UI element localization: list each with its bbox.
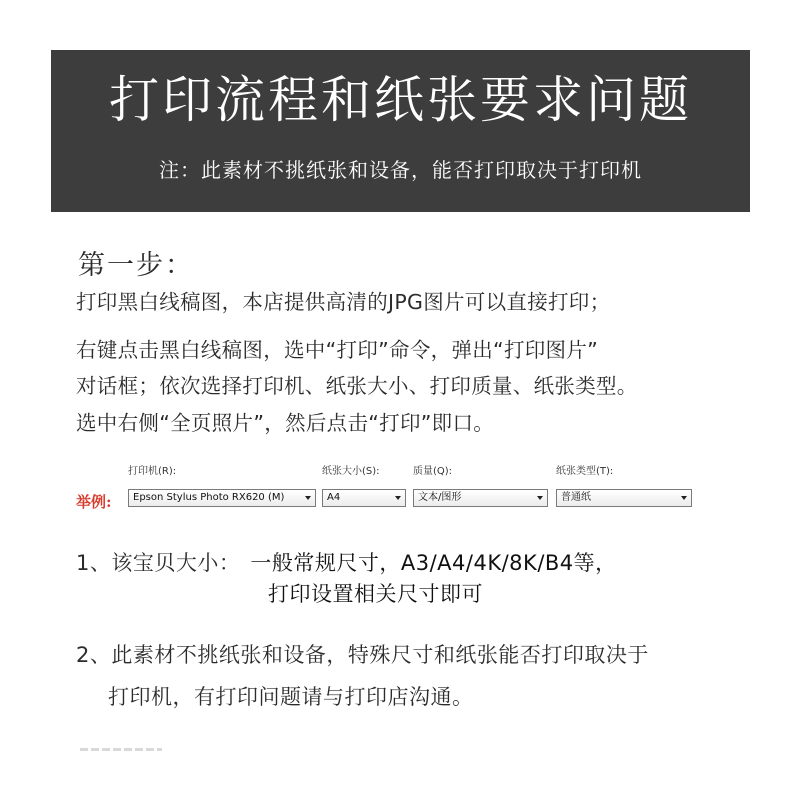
- step1-heading: 第一步：: [78, 250, 194, 281]
- printer-label: 打印机(R):: [128, 466, 177, 477]
- paper-type-select[interactable]: [556, 489, 692, 507]
- chevron-down-icon: [305, 496, 311, 500]
- note2-line-1: 2、此素材不挑纸张和设备，特殊尺寸和纸张能否打印取决于: [76, 643, 649, 667]
- example-label: 举例:: [76, 493, 112, 511]
- note-1: [76, 548, 617, 578]
- printer-field: [128, 465, 316, 507]
- header-banner: [51, 50, 750, 212]
- note1-detail: 一般常规尺寸，A3/A4/4K/8K/B4等，: [250, 551, 617, 575]
- chevron-down-icon: [537, 496, 543, 500]
- quality-value: 文本/图形: [418, 492, 462, 503]
- paper-size-value: A4: [327, 492, 341, 503]
- note1-label: 该宝贝大小：: [111, 551, 241, 575]
- paper-size-label: 纸张大小(S):: [322, 466, 380, 477]
- paper-type-label: 纸张类型(T):: [556, 466, 614, 477]
- paper-size-select[interactable]: [322, 489, 406, 507]
- step1-line-1: 打印黑白线稿图，本店提供高清的JPG图片可以直接打印；: [76, 290, 611, 314]
- note1-number: 1、: [76, 551, 112, 575]
- quality-select[interactable]: [413, 489, 548, 507]
- header-subtitle: 注：此素材不挑纸张和设备，能否打印取决于打印机: [159, 158, 642, 182]
- paper-type-field: [556, 465, 692, 507]
- chevron-down-icon: [681, 496, 687, 500]
- page-title: 打印流程和纸张要求问题: [109, 71, 692, 129]
- chevron-down-icon: [395, 496, 401, 500]
- printer-value: Epson Stylus Photo RX620 (M): [133, 492, 285, 503]
- step1-line-3: 对话框；依次选择打印机、纸张大小、打印质量、纸张类型。: [76, 374, 638, 398]
- quality-label: 质量(Q):: [413, 466, 453, 477]
- print-dialog-example: [76, 465, 696, 520]
- step1-line-4: 选中右侧“全页照片”，然后点击“打印”即口。: [76, 411, 495, 435]
- paper-type-value: 普通纸: [561, 492, 591, 503]
- note2-line-2: 打印机，有打印问题请与打印店沟通。: [108, 685, 474, 709]
- cropped-text-fragment: [80, 748, 162, 751]
- quality-field: [413, 465, 548, 507]
- paper-size-field: [322, 465, 406, 507]
- note1-line-2: 打印设置相关尺寸即可: [268, 582, 483, 606]
- step1-line-2: 右键点击黑白线稿图，选中“打印”命令，弹出“打印图片”: [76, 338, 599, 362]
- printer-select[interactable]: [128, 489, 316, 507]
